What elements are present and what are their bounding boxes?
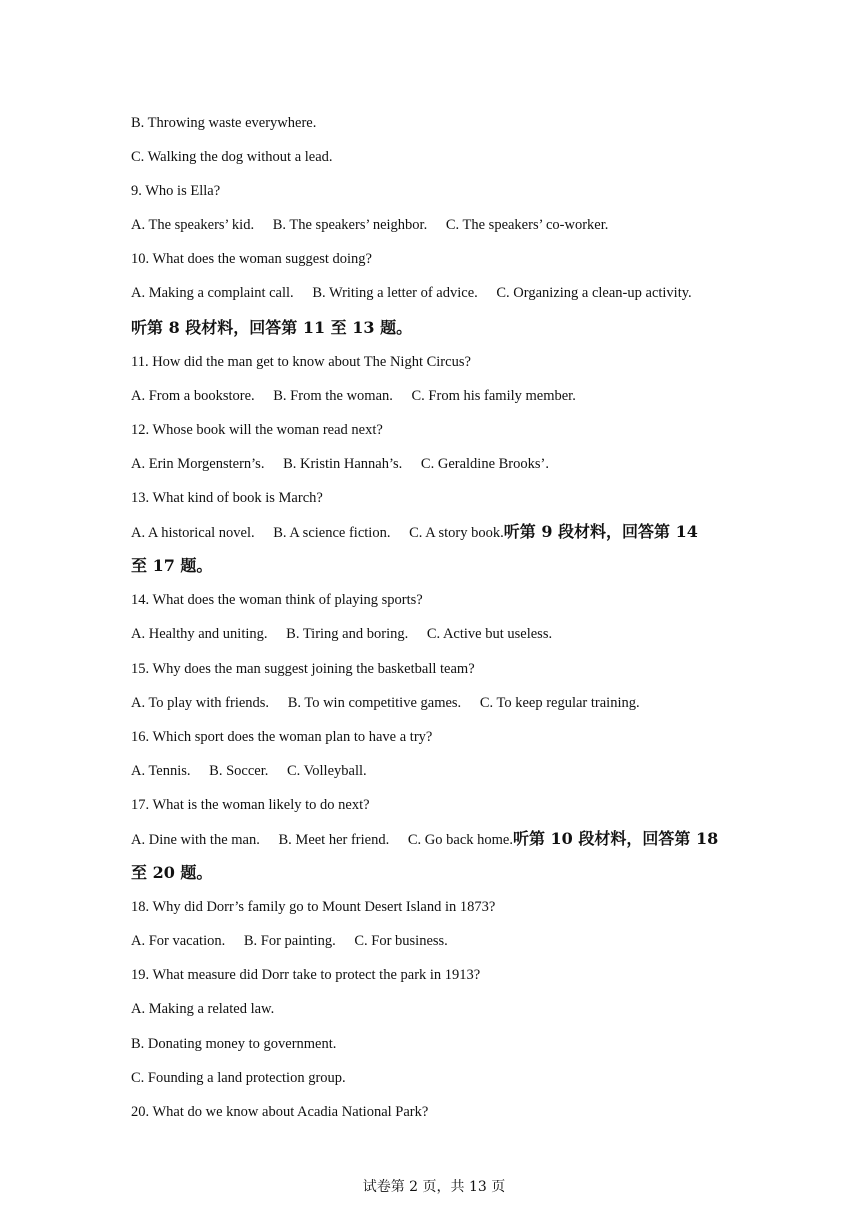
option-b: B. Soccer. [209, 762, 269, 779]
option-a: A. For vacation. [131, 933, 226, 950]
option-c: C. The speakers’ co-worker. [445, 217, 609, 234]
section-heading-8: 听第 8 段材料，回答第 11 至 13 题。 [131, 317, 413, 337]
option-a: A. Tennis. [131, 762, 191, 779]
section-heading-10: 听第 10 段材料，回答第 18 [512, 828, 719, 848]
option-b: B. Writing a letter of advice. [312, 285, 478, 302]
option-line: C. Walking the dog without a lead. [131, 149, 333, 166]
question-9: 9. Who is Ella? [131, 183, 221, 200]
option-c: C. Geraldine Brooks’. [420, 455, 549, 472]
section-heading-10-cont: 至 20 题。 [131, 863, 213, 883]
option-c: C. Volleyball. [287, 762, 367, 779]
question-15-options [131, 693, 781, 727]
page-content [131, 113, 781, 1136]
question-10-options [131, 283, 781, 317]
section-heading-9: 听第 9 段材料，回答第 14 [503, 522, 698, 542]
option-c: C. Organizing a clean-up activity. [496, 285, 692, 302]
option-b: B. To win competitive games. [287, 694, 462, 711]
option-c: C. Founding a land protection group. [131, 1069, 346, 1086]
option-a: A. The speakers’ kid. [131, 217, 255, 234]
option-c: C. Active but useless. [426, 626, 553, 643]
option-b: B. Kristin Hannah’s. [283, 455, 403, 472]
option-line: B. Throwing waste everywhere. [131, 115, 317, 131]
option-c: C. Go back home. [407, 831, 513, 848]
question-17-options [131, 829, 781, 863]
option-a: A. Making a related law. [131, 1001, 275, 1018]
question-15: 15. Why does the man suggest joining the basketball team? [131, 660, 475, 677]
question-13-options [131, 522, 781, 556]
question-9-options [131, 215, 781, 249]
option-b: B. A science fiction. [273, 525, 391, 542]
question-13: 13. What kind of book is March? [131, 490, 323, 507]
question-20: 20. What do we know about Acadia National Park? [131, 1103, 429, 1120]
option-b: B. From the woman. [273, 387, 393, 404]
option-c: C. To keep regular training. [479, 694, 640, 711]
option-a: A. From a bookstore. [131, 387, 255, 404]
option-b: B. The speakers’ neighbor. [272, 217, 428, 234]
option-a: A. Dine with the man. [131, 831, 260, 848]
option-c: C. A story book. [409, 525, 504, 542]
question-16: 16. Which sport does the woman plan to have a try? [131, 728, 433, 745]
question-12-options [131, 454, 781, 488]
option-c: C. From his family member. [411, 387, 576, 404]
option-c: C. For business. [354, 933, 448, 950]
question-17: 17. What is the woman likely to do next? [131, 796, 370, 813]
question-19: 19. What measure did Dorr take to protect the park in 1913? [131, 967, 481, 984]
question-18-options [131, 931, 781, 965]
question-10: 10. What does the woman suggest doing? [131, 251, 372, 268]
page-footer: 试卷第 2 页，共 13 页 [362, 1179, 506, 1195]
question-18: 18. Why did Dorr’s family go to Mount Desert Island in 1873? [131, 899, 496, 916]
question-12: 12. Whose book will the woman read next? [131, 421, 383, 438]
option-b: B. Meet her friend. [278, 831, 390, 848]
question-11: 11. How did the man get to know about The Night Circus? [131, 353, 471, 370]
option-a: A. Healthy and uniting. [131, 626, 268, 643]
option-a: A. A historical novel. [131, 525, 255, 542]
question-11-options [131, 386, 781, 420]
option-b: B. For painting. [243, 933, 336, 950]
section-heading-9-cont: 至 17 题。 [131, 556, 213, 576]
option-a: A. To play with friends. [131, 694, 270, 711]
question-14: 14. What does the woman think of playing sports? [131, 592, 423, 609]
question-16-options [131, 761, 781, 795]
question-14-options [131, 624, 781, 658]
option-a: A. Erin Morgenstern’s. [131, 455, 265, 472]
option-b: B. Tiring and boring. [286, 626, 409, 643]
option-b: B. Donating money to government. [131, 1035, 337, 1052]
option-a: A. Making a complaint call. [131, 285, 294, 302]
